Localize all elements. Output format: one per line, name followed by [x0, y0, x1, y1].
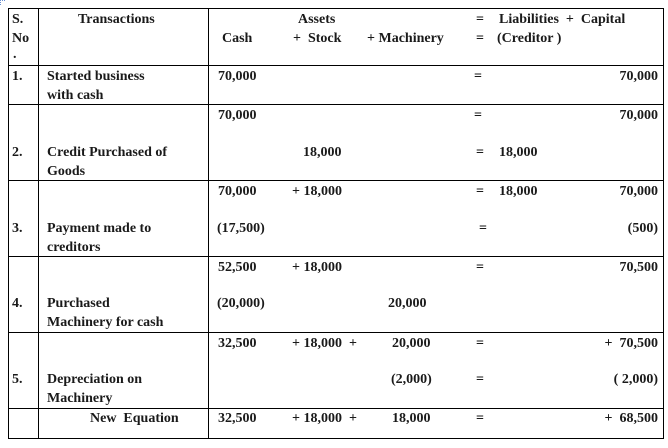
row3-balance-cash: 70,000: [218, 184, 257, 199]
new-equation-capital: + 68,500: [604, 411, 658, 426]
row5-equals: =: [476, 372, 484, 387]
header-machinery: + Machinery: [367, 31, 444, 46]
row3-capital: (500): [627, 221, 658, 236]
row2-balance-capital: 70,000: [619, 108, 658, 123]
new-equation-equals: =: [476, 411, 484, 426]
header-equals-2: =: [476, 31, 484, 46]
row3-transaction-line2: creditors: [47, 240, 101, 255]
row3-cash: (17,500): [217, 221, 265, 236]
row2-balance-equals: =: [474, 108, 482, 123]
row5-transaction-line2: Machinery: [47, 391, 113, 406]
row1-equals: =: [474, 69, 482, 84]
row3-transaction-line1: Payment made to: [47, 221, 152, 236]
row2-transaction-line1: Credit Purchased of: [47, 145, 168, 160]
new-equation-cash: 32,500: [218, 411, 257, 426]
header-sno-line2: No: [12, 31, 30, 46]
row5-balance-cash: 32,500: [218, 336, 257, 351]
header-sno-dot: .: [13, 47, 17, 62]
row4-balance-capital: 70,500: [619, 260, 658, 275]
corner-marker: [0, 0, 5, 5]
row5-balance-equals: =: [476, 336, 484, 351]
row5-balance-capital: + 70,500: [604, 336, 658, 351]
grid-line-v1: [8, 8, 9, 438]
row3-balance-capital: 70,000: [619, 184, 658, 199]
grid-line-h-top: [8, 8, 664, 9]
row1-transaction-line1: Started business: [47, 69, 145, 84]
row1-capital: 70,000: [619, 69, 658, 84]
grid-line-v3: [208, 8, 209, 438]
row4-sno: 4.: [12, 296, 23, 311]
row4-balance-equals: =: [476, 260, 484, 275]
row5-balance-machinery: 20,000: [392, 336, 431, 351]
row5-transaction-line1: Depreciation on: [47, 372, 143, 387]
grid-line-h-row2: [8, 180, 664, 181]
header-cash: Cash: [222, 31, 253, 46]
grid-line-h-row1: [8, 104, 664, 105]
grid-line-v2: [38, 8, 39, 438]
row5-capital: ( 2,000): [613, 372, 658, 387]
header-stock: + Stock: [293, 31, 342, 46]
row3-balance-equals: =: [476, 184, 484, 199]
grid-line-h-header: [8, 65, 664, 66]
new-equation-machinery: 18,000: [392, 411, 431, 426]
row3-balance-stock: + 18,000: [292, 184, 342, 199]
grid-line-h-bottom: [8, 438, 664, 439]
row2-stock: 18,000: [303, 145, 342, 160]
row3-sno: 3.: [12, 221, 23, 236]
grid-line-v4: [663, 8, 664, 438]
header-liabilities-capital: Liabilities + Capital: [499, 12, 626, 27]
row4-cash: (20,000): [217, 296, 265, 311]
new-equation-label: New Equation: [90, 411, 179, 426]
row1-sno: 1.: [12, 69, 23, 84]
row4-machinery: 20,000: [388, 296, 427, 311]
row5-sno: 5.: [12, 372, 23, 387]
new-equation-stock: + 18,000 +: [292, 411, 357, 426]
row4-transaction-line2: Machinery for cash: [47, 315, 164, 330]
row2-equals: =: [476, 145, 484, 160]
header-creditor: (Creditor ): [497, 31, 562, 46]
row4-balance-cash: 52,500: [218, 260, 257, 275]
header-sno-line1: S.: [12, 12, 24, 27]
grid-line-h-row4: [8, 332, 664, 333]
row2-liabilities: 18,000: [499, 145, 538, 160]
row5-machinery: (2,000): [391, 372, 432, 387]
row3-balance-liabilities: 18,000: [499, 184, 538, 199]
header-assets: Assets: [298, 12, 336, 27]
row4-transaction-line1: Purchased: [47, 296, 110, 311]
header-transactions: Transactions: [78, 12, 155, 27]
row5-balance-stock: + 18,000 +: [292, 336, 357, 351]
row1-transaction-line2: with cash: [47, 88, 104, 103]
row4-balance-stock: + 18,000: [292, 260, 342, 275]
row3-equals: =: [479, 221, 487, 236]
row1-cash: 70,000: [218, 69, 257, 84]
row2-sno: 2.: [12, 145, 23, 160]
row2-balance-cash: 70,000: [218, 108, 257, 123]
row2-transaction-line2: Goods: [47, 164, 86, 179]
header-equals: =: [476, 12, 484, 27]
grid-line-h-row3: [8, 256, 664, 257]
